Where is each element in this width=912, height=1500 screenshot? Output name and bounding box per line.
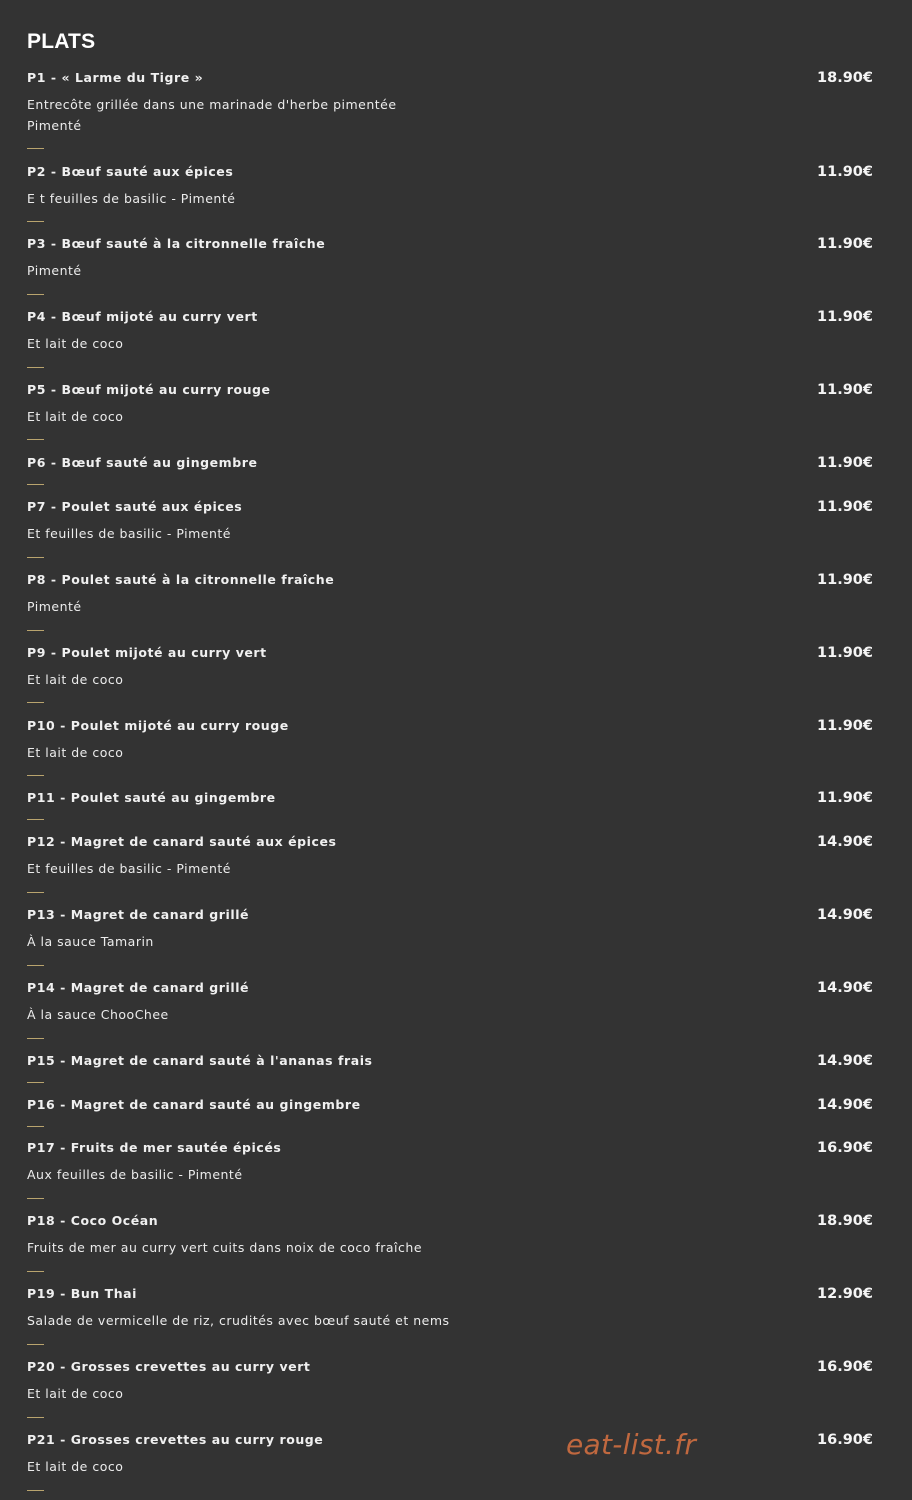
dish-price: 18.90€ [817,70,873,86]
dish-price: 16.90€ [817,1140,873,1156]
dish-description: Et lait de coco [27,745,124,760]
separator-line [27,1490,44,1491]
dish-name: P9 - Poulet mijoté au curry vert [27,645,267,660]
dish-description: À la sauce Tamarin [27,934,154,949]
dish-description: Pimenté [27,599,82,614]
separator-line [27,484,44,485]
dish-description: Et feuilles de basilic - Pimenté [27,526,231,541]
separator-line [27,1126,44,1127]
separator-line [27,892,44,893]
dish-name: P4 - Bœuf mijoté au curry vert [27,309,258,324]
dish-description: Pimenté [27,263,82,278]
dish-name: P11 - Poulet sauté au gingembre [27,790,276,805]
separator-line [27,1198,44,1199]
dish-price: 11.90€ [817,455,873,471]
dish-name: P14 - Magret de canard grillé [27,980,250,995]
dish-name: P16 - Magret de canard sauté au gingembre [27,1097,361,1112]
separator-line [27,1271,44,1272]
dish-price: 11.90€ [817,382,873,398]
separator-line [27,819,44,820]
dish-price: 14.90€ [817,834,873,850]
dish-name: P1 - « Larme du Tigre » [27,70,204,85]
dish-description: Et lait de coco [27,409,124,424]
separator-line [27,702,44,703]
dish-name: P15 - Magret de canard sauté à l'ananas frais [27,1053,373,1068]
dish-name: P7 - Poulet sauté aux épices [27,499,243,514]
separator-line [27,1082,44,1083]
dish-name: P3 - Bœuf sauté à la citronnelle fraîche [27,236,326,251]
dish-price: 14.90€ [817,980,873,996]
dish-price: 14.90€ [817,1097,873,1113]
dish-price: 11.90€ [817,790,873,806]
dish-price: 11.90€ [817,164,873,180]
dish-price: 11.90€ [817,236,873,252]
dish-name: P17 - Fruits de mer sautée épicés [27,1140,282,1155]
dish-name: P2 - Bœuf sauté aux épices [27,164,234,179]
separator-line [27,148,44,149]
dish-price: 16.90€ [817,1432,873,1448]
dish-description: Et feuilles de basilic - Pimenté [27,861,231,876]
dish-name: P8 - Poulet sauté à la citronnelle fraîche [27,572,335,587]
dish-price: 11.90€ [817,718,873,734]
watermark-logo: eat-list.fr [566,1428,697,1461]
separator-line [27,965,44,966]
dish-description: Et lait de coco [27,1459,124,1474]
separator-line [27,630,44,631]
dish-description: Fruits de mer au curry vert cuits dans noix de coco fraîche [27,1240,423,1255]
separator-line [27,1038,44,1039]
separator-line [27,557,44,558]
dish-name: P12 - Magret de canard sauté aux épices [27,834,337,849]
dish-price: 11.90€ [817,499,873,515]
dish-name: P6 - Bœuf sauté au gingembre [27,455,258,470]
dish-price: 16.90€ [817,1359,873,1375]
dish-price: 11.90€ [817,572,873,588]
separator-line [27,775,44,776]
dish-description: Et lait de coco [27,336,124,351]
separator-line [27,439,44,440]
separator-line [27,294,44,295]
separator-line [27,367,44,368]
dish-price: 18.90€ [817,1213,873,1229]
dish-price: 14.90€ [817,1053,873,1069]
dish-price: 14.90€ [817,907,873,923]
dish-description: Entrecôte grillée dans une marinade d'herbe pimentée [27,97,397,112]
dish-description: E t feuilles de basilic - Pimenté [27,191,236,206]
section-title: PLATS [27,30,96,53]
dish-name: P5 - Bœuf mijoté au curry rouge [27,382,271,397]
separator-line [27,221,44,222]
dish-description-extra: Pimenté [27,118,82,133]
dish-description: Aux feuilles de basilic - Pimenté [27,1167,243,1182]
dish-name: P13 - Magret de canard grillé [27,907,250,922]
dish-price: 11.90€ [817,645,873,661]
dish-description: À la sauce ChooChee [27,1007,169,1022]
dish-description: Salade de vermicelle de riz, crudités avec bœuf sauté et nems [27,1313,450,1328]
separator-line [27,1344,44,1345]
dish-description: Et lait de coco [27,672,124,687]
separator-line [27,1417,44,1418]
dish-description: Et lait de coco [27,1386,124,1401]
dish-price: 12.90€ [817,1286,873,1302]
dish-name: P21 - Grosses crevettes au curry rouge [27,1432,324,1447]
dish-name: P19 - Bun Thai [27,1286,137,1301]
dish-name: P20 - Grosses crevettes au curry vert [27,1359,311,1374]
dish-name: P18 - Coco Océan [27,1213,159,1228]
dish-name: P10 - Poulet mijoté au curry rouge [27,718,289,733]
dish-price: 11.90€ [817,309,873,325]
